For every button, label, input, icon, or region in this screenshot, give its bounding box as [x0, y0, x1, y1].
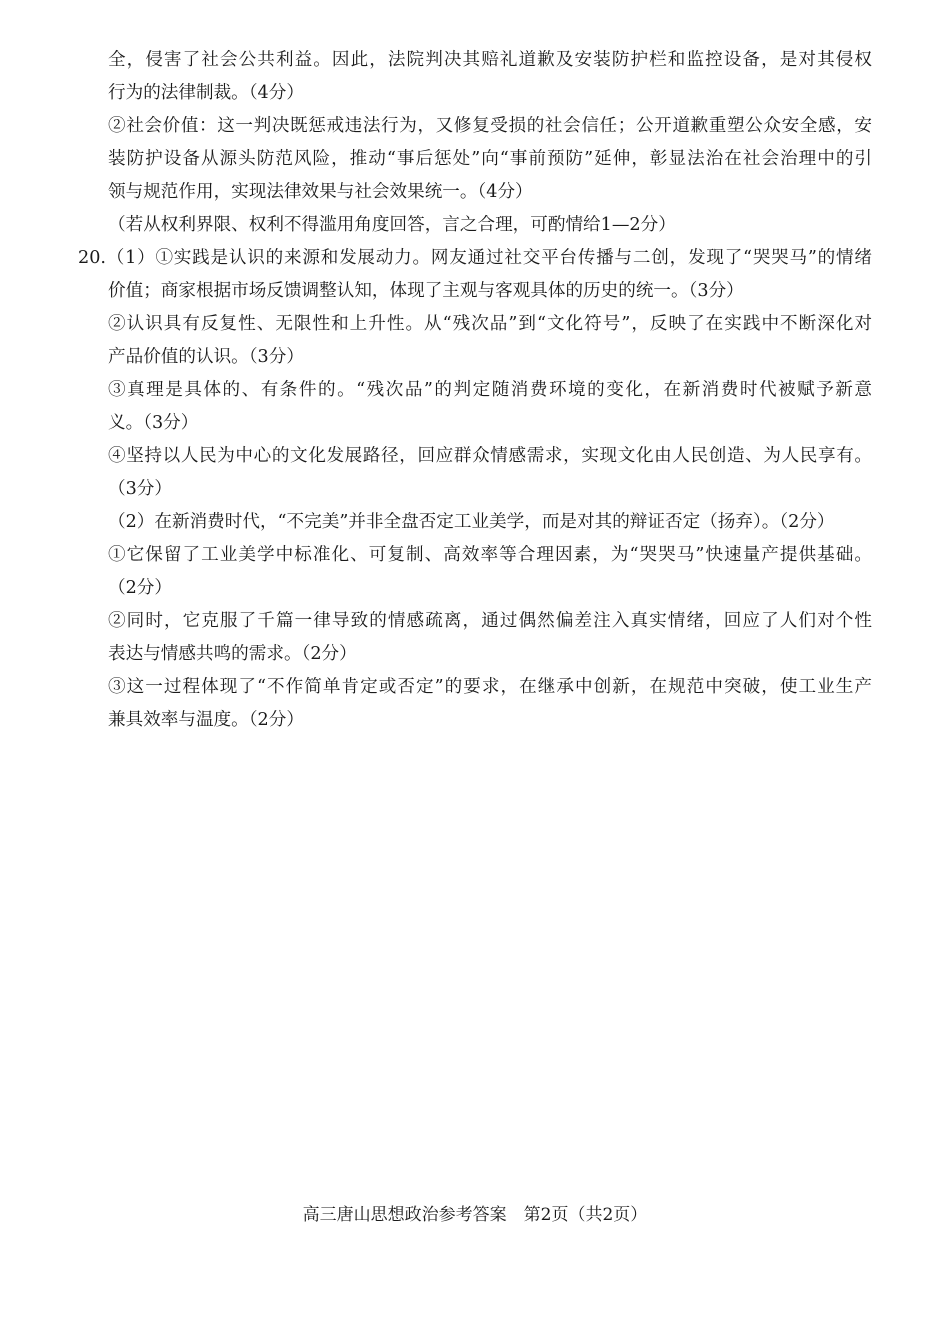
answer-content — [0, 44, 950, 737]
answer-line: （若从权利界限、权利不得滥用角度回答，言之合理，可酌情给1—2分） — [108, 215, 676, 235]
answer-line: 行为的法律制裁。（4分） — [108, 83, 304, 103]
answer-line: 表达与情感共鸣的需求。（2分） — [108, 644, 357, 664]
answer-line: ④坚持以人民为中心的文化发展路径，回应群众情感需求，实现文化由人民创造、为人民享有。 — [108, 446, 872, 466]
answer-line: ②社会价值：这一判决既惩戒违法行为，又修复受损的社会信任；公开道歉重塑公众安全感，安 — [108, 116, 872, 136]
answer-line: ③真理是具体的、有条件的。“残次品”的判定随消费环境的变化，在新消费时代被赋予新意 — [108, 380, 872, 400]
answer-line: ②认识具有反复性、无限性和上升性。从“残次品”到“文化符号”，反映了在实践中不断深化对 — [108, 314, 872, 334]
answer-line: 领与规范作用，实现法律效果与社会效果统一。（4分） — [108, 182, 533, 202]
answer-line: 装防护设备从源头防范风险，推动“事后惩处”向“事前预防”延伸，彰显法治在社会治理中的引 — [108, 149, 872, 169]
answer-line: 义。（3分） — [108, 413, 199, 433]
answer-line: 产品价值的认识。（3分） — [108, 347, 304, 367]
answer-line: 全，侵害了社会公共利益。因此，法院判决其赔礼道歉及安装防护栏和监控设备，是对其侵权 — [108, 50, 872, 70]
answer-line: 兼具效率与温度。（2分） — [108, 710, 304, 730]
answer-line: （2分） — [108, 578, 172, 598]
answer-line: ②同时，它克服了千篇一律导致的情感疏离，通过偶然偏差注入真实情绪，回应了人们对个性 — [108, 611, 872, 631]
answer-line: ①它保留了工业美学中标准化、可复制、高效率等合理因素，为“哭哭马”快速量产提供基础。 — [108, 545, 872, 565]
answer-line: ③这一过程体现了“不作简单肯定或否定”的要求，在继承中创新，在规范中突破，使工业生产 — [108, 677, 872, 697]
answer-line: 价值；商家根据市场反馈调整认知，体现了主观与客观具体的历史的统一。（3分） — [108, 281, 744, 301]
answer-line: （2）在新消费时代，“不完美”并非全盘否定工业美学，而是对其的辩证否定（扬弃）。（2分） — [108, 512, 835, 532]
page-footer: 高三唐山思想政治参考答案 第2页（共2页） — [302, 1205, 648, 1225]
question-line: 20.（1）①实践是认识的来源和发展动力。网友通过社交平台传播与二创，发现了“哭哭马”的情绪 — [78, 248, 872, 268]
answer-line: （3分） — [108, 479, 172, 499]
